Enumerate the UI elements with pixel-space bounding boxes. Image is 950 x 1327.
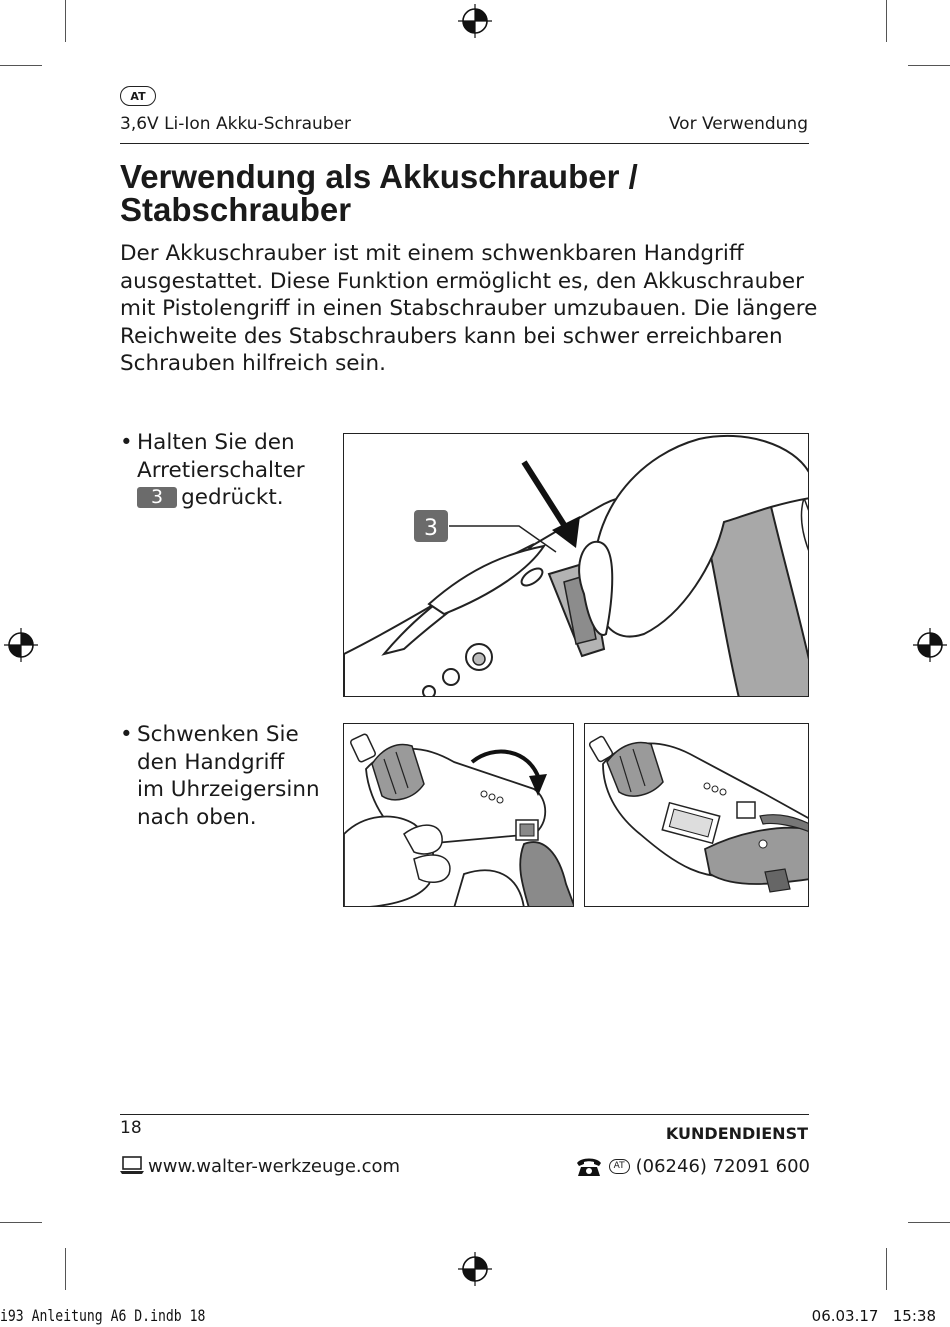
service-title: KUNDENDIENST bbox=[665, 1124, 808, 1143]
telephone-icon bbox=[575, 1157, 603, 1177]
swivel-handle-illustration bbox=[344, 724, 574, 907]
intro-paragraph: Der Akkuschrauber ist mit einem schwenkbaren Handgriff ausgestattet. Diese Funktion ermöglicht es, den Akkuschrauber mit Pistolengriff in einen Stabschrauber umzubauen. Die längere Reichweite des Stabschraubers kann bei schwer erreichbaren Schrauben hilfreich sein. bbox=[120, 241, 818, 376]
registration-mark-icon bbox=[913, 628, 947, 662]
product-name: 3,6V Li-Ion Akku-Schrauber bbox=[120, 114, 352, 134]
step-1-line-2: Arretierschalter bbox=[137, 457, 305, 483]
step-1-line-3 bbox=[137, 484, 305, 512]
lock-switch-figure bbox=[343, 433, 809, 697]
callout-number: 3 bbox=[424, 516, 438, 541]
crop-mark bbox=[65, 1248, 66, 1290]
step-2-line-4: nach oben. bbox=[137, 804, 257, 830]
country-badge: AT bbox=[120, 86, 156, 106]
part-number-badge: 3 bbox=[137, 487, 177, 508]
step-2-line-3: im Uhrzeigersinn bbox=[137, 777, 320, 802]
crop-mark bbox=[886, 0, 887, 42]
crop-mark bbox=[908, 1222, 950, 1223]
crop-mark bbox=[65, 0, 66, 42]
registration-mark-icon bbox=[458, 1252, 492, 1286]
step-2-text bbox=[137, 721, 320, 831]
footer-rule bbox=[120, 1114, 809, 1115]
section-name: Vor Verwendung bbox=[668, 114, 808, 134]
stick-screwdriver-figure bbox=[584, 723, 809, 907]
bullet-dot: • bbox=[120, 430, 133, 455]
phone-block bbox=[575, 1156, 810, 1177]
crop-mark bbox=[0, 65, 42, 66]
step-2-line-2: den Handgriff bbox=[137, 749, 285, 775]
phone-number: (06246) 72091 600 bbox=[635, 1156, 810, 1177]
stick-screwdriver-illustration bbox=[585, 724, 809, 907]
laptop-icon bbox=[120, 1155, 144, 1175]
step-1-line-1: Halten Sie den bbox=[137, 430, 295, 455]
print-slug-file: i93 Anleitung A6 D.indb 18 bbox=[0, 1306, 206, 1325]
phone-country-badge: AT bbox=[609, 1159, 630, 1174]
bullet-dot: • bbox=[120, 722, 133, 747]
crop-mark bbox=[908, 65, 950, 66]
print-slug-datetime: 06.03.17 15:38 bbox=[811, 1307, 936, 1325]
crop-mark bbox=[0, 1222, 42, 1223]
crop-mark bbox=[886, 1248, 887, 1290]
lock-switch-illustration bbox=[344, 434, 809, 697]
website-link[interactable]: www.walter-werkzeuge.com bbox=[148, 1156, 401, 1177]
step-1-line-3-text: gedrückt. bbox=[181, 485, 284, 510]
page-number: 18 bbox=[120, 1118, 142, 1138]
page-title: Verwendung als Akkuschrauber / Stabschrauber bbox=[120, 158, 638, 228]
step-1-text bbox=[137, 429, 305, 512]
header-rule bbox=[120, 143, 809, 144]
step-2-line-1: Schwenken Sie bbox=[137, 722, 299, 747]
registration-mark-icon bbox=[458, 4, 492, 38]
swivel-handle-figure bbox=[343, 723, 574, 907]
registration-mark-icon bbox=[4, 628, 38, 662]
